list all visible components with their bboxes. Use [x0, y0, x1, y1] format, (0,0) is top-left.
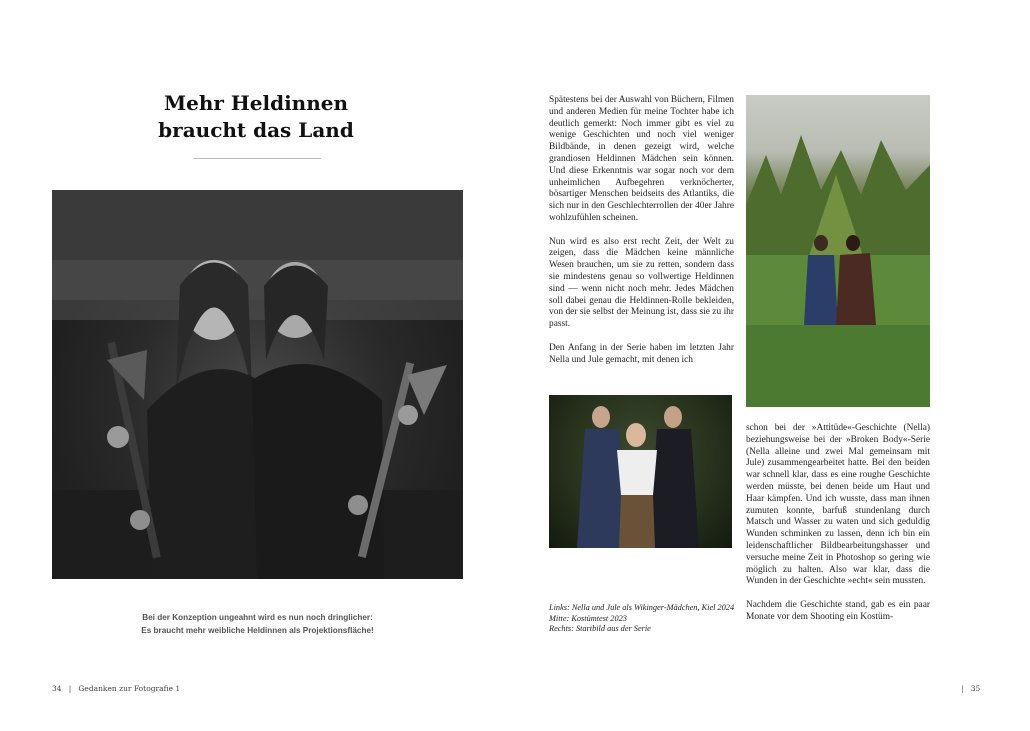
- title-line-2: braucht das Land: [158, 118, 354, 142]
- paragraph: Den Anfang in der Serie haben im letzten Jahr Nella und Jule gemacht, mit denen ich: [549, 342, 734, 365]
- caption-line: Links: Nella und Jule als Wikinger-Mädchen, Kiel 2024: [549, 603, 735, 612]
- paragraph: schon bei der »Attitüde«-Geschichte (Nella) beziehungsweise bei der »Broken Body«-Serie (Nella alleine und zwei Mal gemeinsam mit Jule) zusammengearbeitet hatte. Bei den beiden war schnell klar, dass es eine roughe Geschichte werden müsste, bei denen beide um Haut und Haar kämpfen. Und ich wusste, dass man ihnen zumuten konnte, barfuß stundenlang durch Matsch und Wasser zu waten und sich geduldig Wunden schminken zu lassen, denn ich bin ein leidenschaftlicher Bildbearbeitungshasser und versuche meine Zeit in Photoshop so gering wie möglich zu halten. Also war klar, dass die Wunden in der Geschichte »echt« sein mussten.: [746, 423, 930, 587]
- photo-top-right-illustration: [746, 95, 930, 407]
- page-number-right: 35: [970, 684, 981, 693]
- photo-two-girls-with-axes: [52, 190, 463, 579]
- paragraph: Nachdem die Geschichte stand, gab es ein paar Monate vor dem Shooting ein Kostüm-: [746, 599, 930, 622]
- caption-line-1: Bei der Konzeption ungeahnt wird es nun noch dringlicher:: [142, 613, 373, 622]
- photo-mid-illustration: [549, 395, 732, 548]
- paragraph: Spätestens bei der Auswahl von Büchern, Filmen und anderen Medien für meine Tochter habe ich deutlich gemerkt: Noch immer gibt es viel zu wenige Geschichten und noch viel weniger Bildbände, in denen gezeigt wird, welche grandiosen Heldinnen Mädchen sein können. Und diese Erkenntnis war sogar noch vor dem unheimlichen Aufbegehren verknöcherter, bösartiger Menschen beidseits des Atlantiks, die sich nur in den Geschlechterrollen der 40er Jahre wohlzufühlen scheinen.: [549, 95, 734, 223]
- footer-separator: |: [961, 684, 964, 693]
- footer-left: [52, 684, 180, 693]
- photo-caption-right: [549, 603, 739, 635]
- page-number-left: 34: [52, 684, 62, 693]
- caption-line: Mitte: Kostümtest 2023: [549, 613, 627, 623]
- title-line-1: Mehr Heldinnen: [163, 91, 349, 115]
- footer-right: [961, 684, 980, 693]
- photo-costume-test-three-kids: [549, 395, 732, 548]
- body-text-column-1: [549, 95, 734, 378]
- paragraph: Nun wird es also erst recht Zeit, der Welt zu zeigen, dass die Mädchen keine männliche Wesen brauchen, um sie zu retten, sondern dass sie mindestens genau so vollwertige Heldinnen sind — wenn nicht noch mehr. Jedes Mädchen soll dabei genau die Heldinnen-Rolle bekleiden, von der sie selbst der Meinung ist, dass sie zu ihr passt.: [549, 236, 734, 330]
- book-title: Gedanken zur Fotografie 1: [78, 684, 181, 693]
- photo-girls-running-meadow: [746, 95, 930, 407]
- footer-separator: |: [68, 684, 72, 693]
- title-divider: [193, 158, 321, 159]
- article-title: [120, 90, 392, 144]
- photo-left-illustration: [52, 190, 463, 579]
- body-text-column-2: [746, 423, 930, 635]
- caption-line-2: Es braucht mehr weibliche Heldinnen als Projektionsfläche!: [141, 626, 374, 635]
- caption-line: Rechts: Startbild aus der Serie: [549, 624, 651, 633]
- photo-caption-left: [52, 611, 463, 637]
